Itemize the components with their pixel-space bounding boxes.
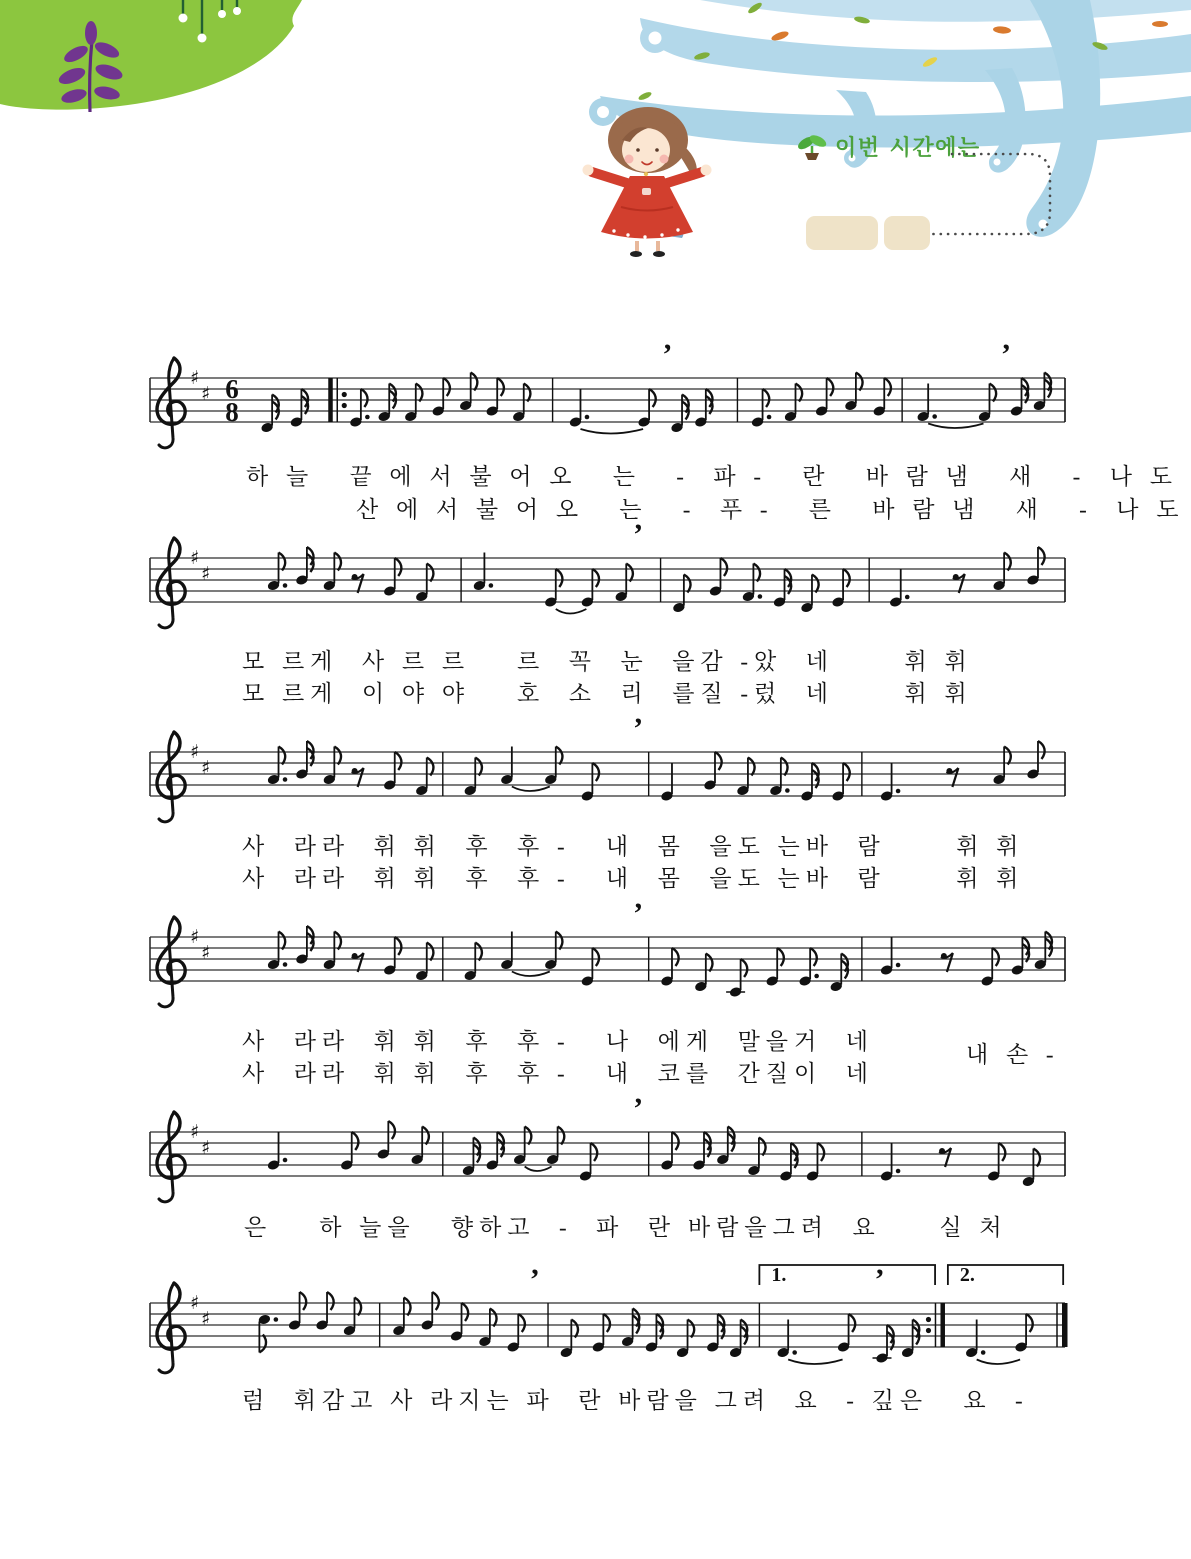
svg-text:♯: ♯ <box>201 1308 211 1330</box>
svg-text:’: ’ <box>874 1263 885 1296</box>
wind-swirl-illustration <box>589 0 1191 237</box>
svg-text:♯: ♯ <box>201 757 211 779</box>
svg-text:♯: ♯ <box>201 942 211 964</box>
svg-text:’: ’ <box>633 518 644 551</box>
svg-text:♯: ♯ <box>190 367 200 389</box>
svg-text:2.: 2. <box>959 1264 975 1286</box>
svg-text:♯: ♯ <box>190 926 200 948</box>
lyric-line: 사 라라 휘 휘 후 후 - 내 코를 간질이 네 <box>242 1061 874 1086</box>
lyric-line: 하 늘 끝 에 서 불 어 오 는 - 파 - 란 바 람 냄 새 - 나 도 <box>246 464 1178 489</box>
svg-text:’: ’ <box>633 712 644 745</box>
svg-text:♯: ♯ <box>201 383 211 405</box>
svg-text:♯: ♯ <box>190 741 200 763</box>
lyric-line: 럼 휘감고 사 라지는 파 란 바람을 그려 요 - 깊은 요 - <box>242 1388 1029 1413</box>
green-corner-blob <box>0 0 302 112</box>
svg-text:♯: ♯ <box>190 1292 200 1314</box>
svg-text:’: ’ <box>1000 338 1011 371</box>
lyric-line: 사 라라 휘 휘 후 후 - 내 몸 을도 는바 람 휘 휘 <box>242 866 1025 891</box>
stave-1 <box>140 318 1085 468</box>
svg-text:’: ’ <box>633 897 644 930</box>
svg-text:8: 8 <box>225 397 239 427</box>
lyric-line: 은 하 늘을 향하고 - 파 란 바람을그려 요 실 처 <box>244 1215 1008 1240</box>
svg-text:’: ’ <box>662 338 673 371</box>
lyric-line: 사 라라 휘 휘 후 후 - 내 몸 을도 는바 람 휘 휘 <box>242 834 1025 859</box>
svg-text:♯: ♯ <box>190 547 200 569</box>
svg-text:6: 6 <box>225 374 239 404</box>
lyric-line: 내 손 - <box>966 1042 1060 1067</box>
sprout-icon <box>796 132 828 162</box>
svg-text:♯: ♯ <box>201 563 211 585</box>
answer-chip-2 <box>884 216 930 250</box>
svg-text:’: ’ <box>529 1263 540 1296</box>
stave-5 <box>140 1072 1085 1222</box>
lyric-line: 사 라라 휘 휘 후 후 - 나 에게 말을거 네 <box>242 1029 874 1054</box>
lyric-line: 모 르게 사 르 르 르 꼭 눈 을감 -았 네 휘 휘 <box>242 649 973 674</box>
lyric-line: 모 르게 이 야 야 호 소 리 를질 -렀 네 휘 휘 <box>242 681 973 706</box>
svg-text:♯: ♯ <box>201 1137 211 1159</box>
svg-text:1.: 1. <box>771 1264 787 1286</box>
stave-4 <box>140 877 1085 1027</box>
stave-6 <box>140 1243 1085 1393</box>
stave-3 <box>140 692 1085 842</box>
lyric-line: 산 에 서 불 어 오 는 - 푸 - 른 바 람 냄 새 - 나 도 <box>356 497 1185 522</box>
svg-text:’: ’ <box>633 1092 644 1125</box>
lesson-label-text: 이번 시간에는 <box>835 136 981 161</box>
svg-text:♯: ♯ <box>190 1121 200 1143</box>
answer-chip-1 <box>806 216 878 250</box>
